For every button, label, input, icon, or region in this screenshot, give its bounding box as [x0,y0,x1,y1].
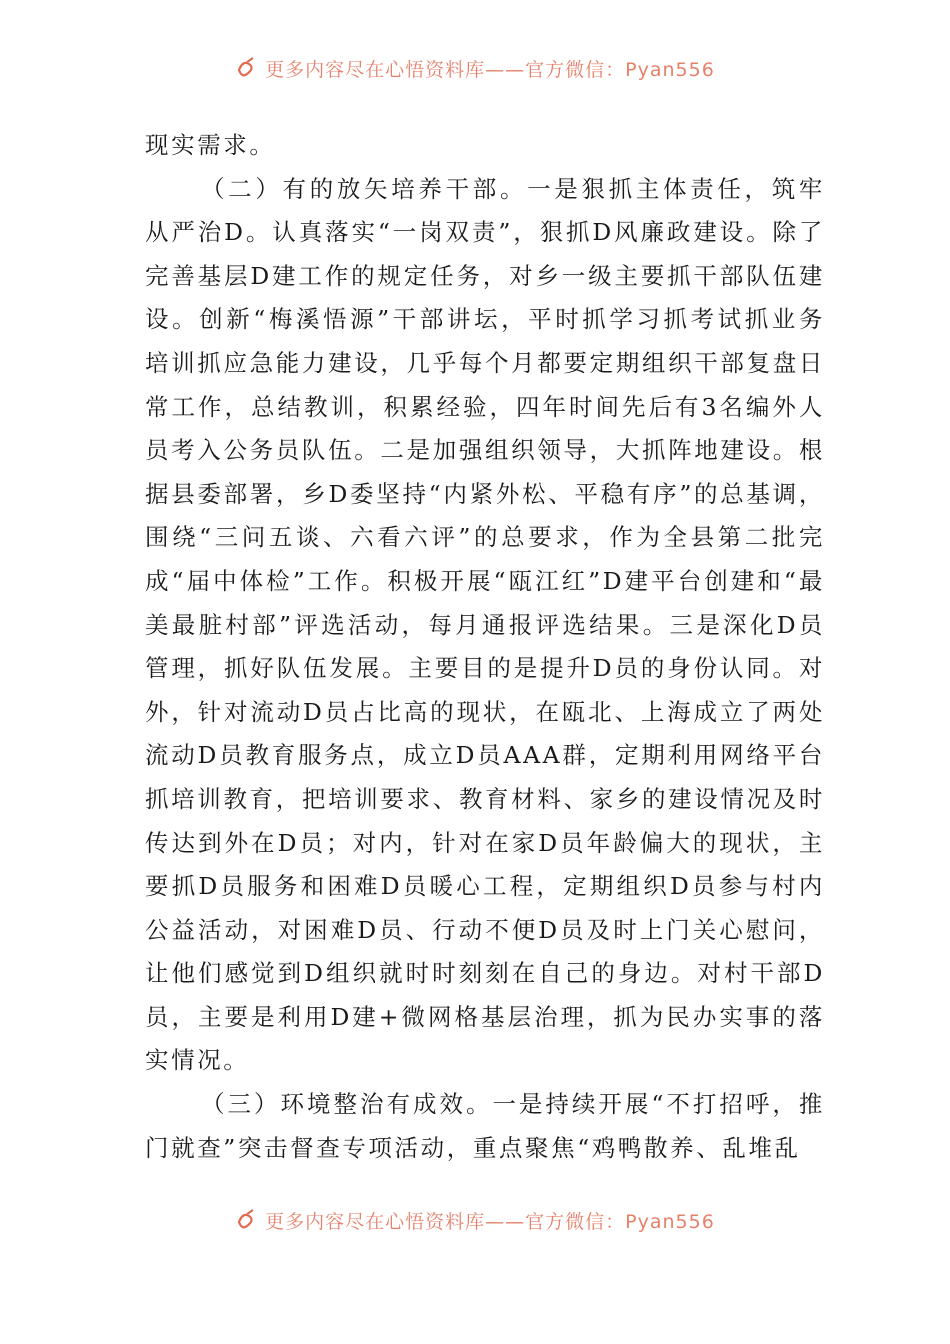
paragraph-section-two: （二）有的放矢培养干部。一是狠抓主体责任，筑牢从严治D。认真落实“一岗双责”，狠抓D风廉政建设。除了完善基层D建工作的规定任务，对乡一级主要抓干部队伍建设。创新“梅溪悟源”干部讲坛，平时抓学习抓考试抓业务培训抓应急能力建设，几乎每个月都要定期组织干部复盘日常工作，总结教训，积累经验，四年时间先后有3名编外人员考入公务员队伍。二是加强组织领导，大抓阵地建设。根据县委部署，乡D委坚持“内紧外松、平稳有序”的总基调，围绕“三问五谈、六看六评”的总要求，作为全县第二批完成“届中体检”工作。积极开展“瓯江红”D建平台创建和“最美最脏村部”评选活动，每月通报评选结果。三是深化D员管理，抓好队伍发展。主要目的是提升D员的身份认同。对外，针对流动D员占比高的现状，在瓯北、上海成立了两处流动D员教育服务点，成立D员AAA群，定期利用网络平台抓培训教育，把培训要求、教育材料、家乡的建设情况及时传达到外在D员；对内，针对在家D员年龄偏大的现状，主要抓D员服务和困难D员暖心工程，定期组织D员参与村内公益活动，对困难D员、行动不便D员及时上门关心慰问，让他们感觉到D组织就时时刻刻在自己的身边。对村干部D员，主要是利用D建+微网格基层治理，抓为民办实事的落实情况。 [145,174,825,1075]
document-body [145,124,825,1170]
paragraph-section-three: （三）环境整治有成效。一是持续开展“不打招呼，推门就查”突击督查专项活动，重点聚焦“鸡鸭散养、乱堆乱 [145,1090,825,1162]
header-watermark [0,48,950,88]
logo-icon [235,1208,259,1232]
watermark-text: 更多内容尽在心悟资料库——官方微信：Pyan556 [265,1210,715,1233]
paragraph-continuation: 现实需求。 [145,131,276,159]
watermark-text: 更多内容尽在心悟资料库——官方微信：Pyan556 [265,58,715,81]
footer-watermark [0,1200,950,1240]
logo-icon [235,56,259,80]
